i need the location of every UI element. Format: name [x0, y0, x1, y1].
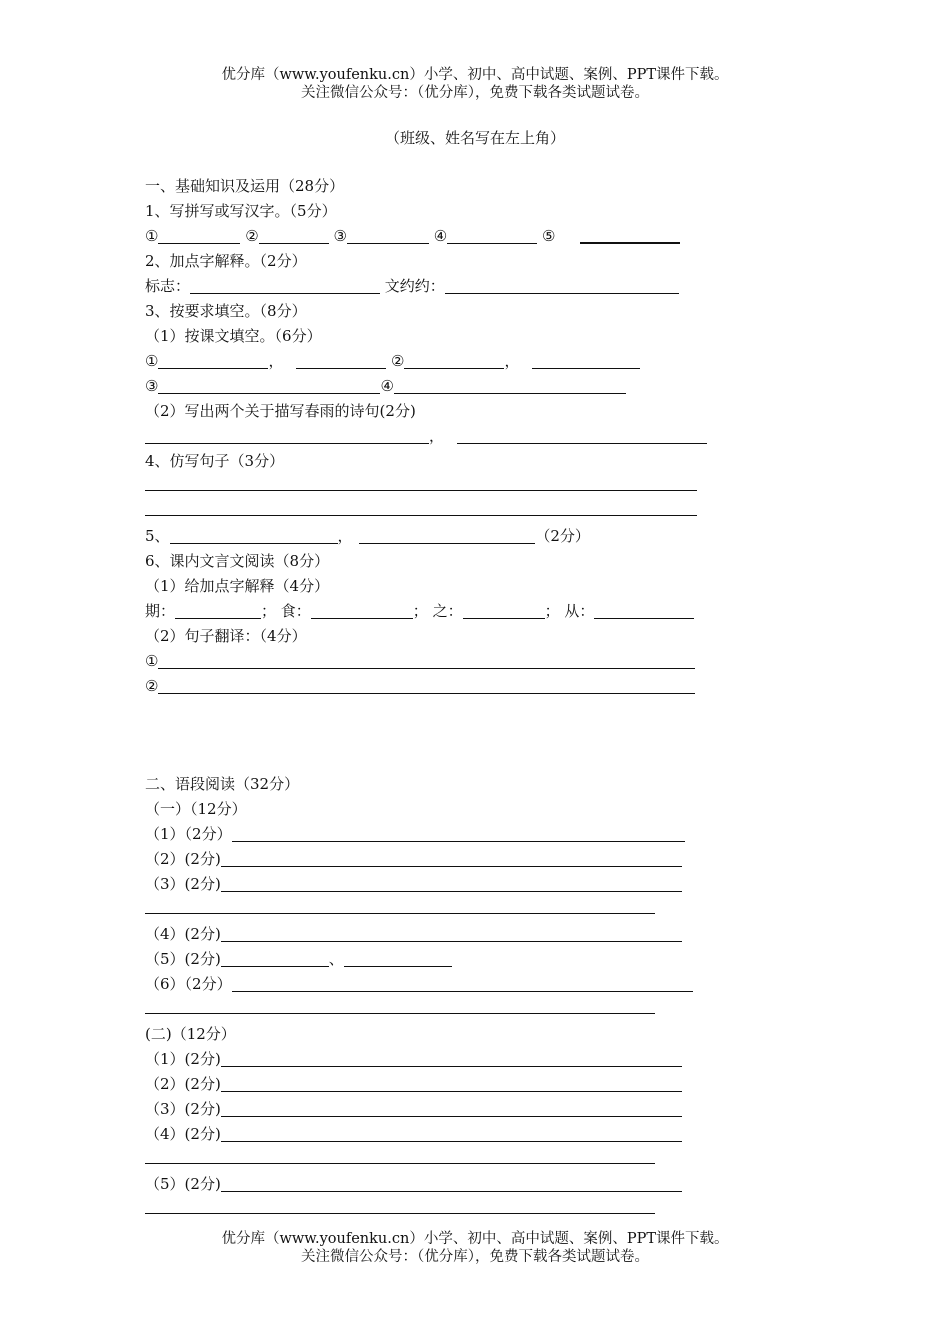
q1-blank-4[interactable] — [447, 227, 537, 244]
comma: ， — [337, 527, 353, 545]
header-line-2: 关注微信公众号：（优分库），免费下载各类试题试卷。 — [301, 85, 649, 101]
translation-blank-1[interactable] — [158, 652, 695, 669]
comma: ， — [429, 427, 445, 445]
word-4: ； 从： — [544, 602, 595, 620]
page-header — [0, 66, 950, 102]
q1-title: 1、写拼写或写汉字。（5分） — [145, 202, 337, 220]
s1-q2-blank[interactable] — [221, 850, 682, 867]
q6-2-title: （2）句子翻译：（4分） — [145, 627, 307, 645]
q3-1-row-1 — [145, 350, 640, 372]
mark-2: ② — [245, 227, 259, 245]
q6-title: 6、课内文言文阅读（8分） — [145, 552, 330, 570]
s1-q2-row — [145, 848, 682, 870]
q5-blank-2[interactable] — [359, 527, 535, 544]
q4-title: 4、仿写句子（3分） — [145, 452, 285, 470]
header-line-1: 优分库（www.youfenku.cn）小学、初中、高中试题、案例、PPT课件下载。 — [221, 67, 729, 83]
q2-label-a: 标志： — [145, 277, 191, 295]
word-1: 期： — [145, 602, 176, 620]
mark-1: ① — [145, 652, 159, 670]
s2-q2-label: （2）(2分) — [145, 1075, 221, 1093]
section-1-title: （一）（12分） — [145, 800, 247, 818]
q3-blank-2[interactable] — [296, 352, 386, 369]
q6-1-title: （1）给加点字解释（4分） — [145, 577, 330, 595]
s1-q3-label: （3）(2分) — [145, 875, 221, 893]
s1-q4-label: （4）(2分) — [145, 925, 221, 943]
q3-blank-5[interactable] — [158, 377, 380, 394]
q3-blank-1[interactable] — [158, 352, 268, 369]
q2-blank-b[interactable] — [445, 277, 679, 294]
q3-blank-6[interactable] — [394, 377, 626, 394]
section-2-title: (二)（12分） — [145, 1025, 236, 1043]
s1-q1-row — [145, 823, 685, 845]
comma: ， — [268, 352, 284, 370]
poem-blank-1[interactable] — [145, 427, 429, 444]
s2-q5-blank[interactable] — [221, 1175, 682, 1192]
s1-q3-blank[interactable] — [221, 875, 682, 892]
s2-q4-label: （4）(2分) — [145, 1125, 221, 1143]
q5-row — [145, 525, 590, 547]
q3-1-title: （1）按课文填空。（6分） — [145, 327, 322, 345]
separator: 、 — [328, 950, 344, 968]
q6-2-row-2 — [145, 675, 695, 697]
s1-q6-blank[interactable] — [232, 975, 693, 992]
mark-2: ② — [391, 352, 405, 370]
mark-3: ③ — [145, 377, 159, 395]
s1-q6-row — [145, 973, 693, 995]
mark-1: ① — [145, 227, 159, 245]
s1-q5-blank-1[interactable] — [221, 950, 329, 967]
s1-q3-line-2[interactable] — [145, 913, 655, 914]
s2-q3-blank[interactable] — [221, 1100, 682, 1117]
s2-q2-blank[interactable] — [221, 1075, 682, 1092]
s1-q4-row — [145, 923, 682, 945]
footer-line-2: 关注微信公众号：（优分库），免费下载各类试题试卷。 — [301, 1249, 649, 1265]
q5-blank-1[interactable] — [170, 527, 338, 544]
part1-title: 一、基础知识及运用（28分） — [145, 177, 345, 195]
s2-q4-line-2[interactable] — [145, 1163, 655, 1164]
s2-q5-label: （5）(2分) — [145, 1175, 221, 1193]
s1-q6-line-2[interactable] — [145, 1013, 655, 1014]
s2-q2-row — [145, 1073, 682, 1095]
page-footer — [0, 1230, 950, 1266]
poem-blank-2[interactable] — [457, 427, 707, 444]
s2-q5-row — [145, 1173, 682, 1195]
q1-blank-5[interactable] — [580, 226, 680, 244]
mark-4: ④ — [433, 227, 448, 245]
s2-q3-row — [145, 1098, 682, 1120]
q3-blank-3[interactable] — [404, 352, 504, 369]
footer-line-1: 优分库（www.youfenku.cn）小学、初中、高中试题、案例、PPT课件下载。 — [221, 1231, 729, 1247]
s2-q4-row — [145, 1123, 682, 1145]
s2-q4-blank[interactable] — [221, 1125, 682, 1142]
s1-q4-blank[interactable] — [221, 925, 682, 942]
q4-line-2[interactable] — [145, 515, 697, 516]
q2-label-b: 文约约： — [384, 277, 445, 295]
q3-2-title: （2）写出两个关于描写春雨的诗句(2分) — [145, 402, 416, 420]
mark-2: ② — [145, 677, 159, 695]
q1-blank-2[interactable] — [259, 227, 329, 244]
q1-answer-row — [145, 225, 680, 247]
q6-2-row-1 — [145, 650, 695, 672]
s2-q5-line-2[interactable] — [145, 1213, 655, 1214]
word-2: ； 食： — [261, 602, 311, 620]
q4-line-1[interactable] — [145, 490, 697, 491]
mark-4: ④ — [380, 377, 394, 395]
s1-q6-label: （6）（2分） — [145, 975, 232, 993]
q5-score: （2分） — [535, 527, 590, 545]
q1-blank-1[interactable] — [158, 227, 240, 244]
s1-q5-blank-2[interactable] — [344, 950, 452, 967]
instruction-note: （班级、姓名写在左上角） — [384, 129, 565, 147]
s2-q3-label: （3）(2分) — [145, 1100, 221, 1118]
word-3: ； 之： — [412, 602, 463, 620]
comma: ， — [504, 352, 520, 370]
q2-blank-a[interactable] — [190, 277, 380, 294]
mark-5: ⑤ — [541, 227, 556, 245]
s2-q1-label: （1）(2分) — [145, 1050, 221, 1068]
s1-q5-label: （5）(2分) — [145, 950, 221, 968]
q6-blank-4[interactable] — [594, 602, 694, 619]
q3-title: 3、按要求填空。（8分） — [145, 302, 307, 320]
s1-q5-row — [145, 948, 452, 970]
q2-title: 2、加点字解释。（2分） — [145, 252, 307, 270]
s2-q1-blank[interactable] — [221, 1050, 682, 1067]
mark-3: ③ — [333, 227, 347, 245]
q3-1-row-2 — [145, 375, 626, 397]
q6-blank-2[interactable] — [311, 602, 413, 619]
mark-1: ① — [145, 352, 159, 370]
q3-blank-4[interactable] — [532, 352, 640, 369]
s2-q1-row — [145, 1048, 682, 1070]
q6-1-row — [145, 600, 694, 622]
q6-blank-3[interactable] — [463, 602, 545, 619]
s1-q3-row — [145, 873, 682, 895]
q3-2-answer-row — [145, 425, 707, 447]
part2-title: 二、语段阅读（32分） — [145, 775, 300, 793]
s1-q2-label: （2）(2分) — [145, 850, 221, 868]
q1-blank-3[interactable] — [347, 227, 429, 244]
s1-q1-label: （1）（2分） — [145, 825, 232, 843]
q6-blank-1[interactable] — [175, 602, 261, 619]
q2-answer-row — [145, 275, 679, 297]
s1-q1-blank[interactable] — [232, 825, 685, 842]
q5-label: 5、 — [145, 527, 170, 545]
translation-blank-2[interactable] — [158, 677, 695, 694]
